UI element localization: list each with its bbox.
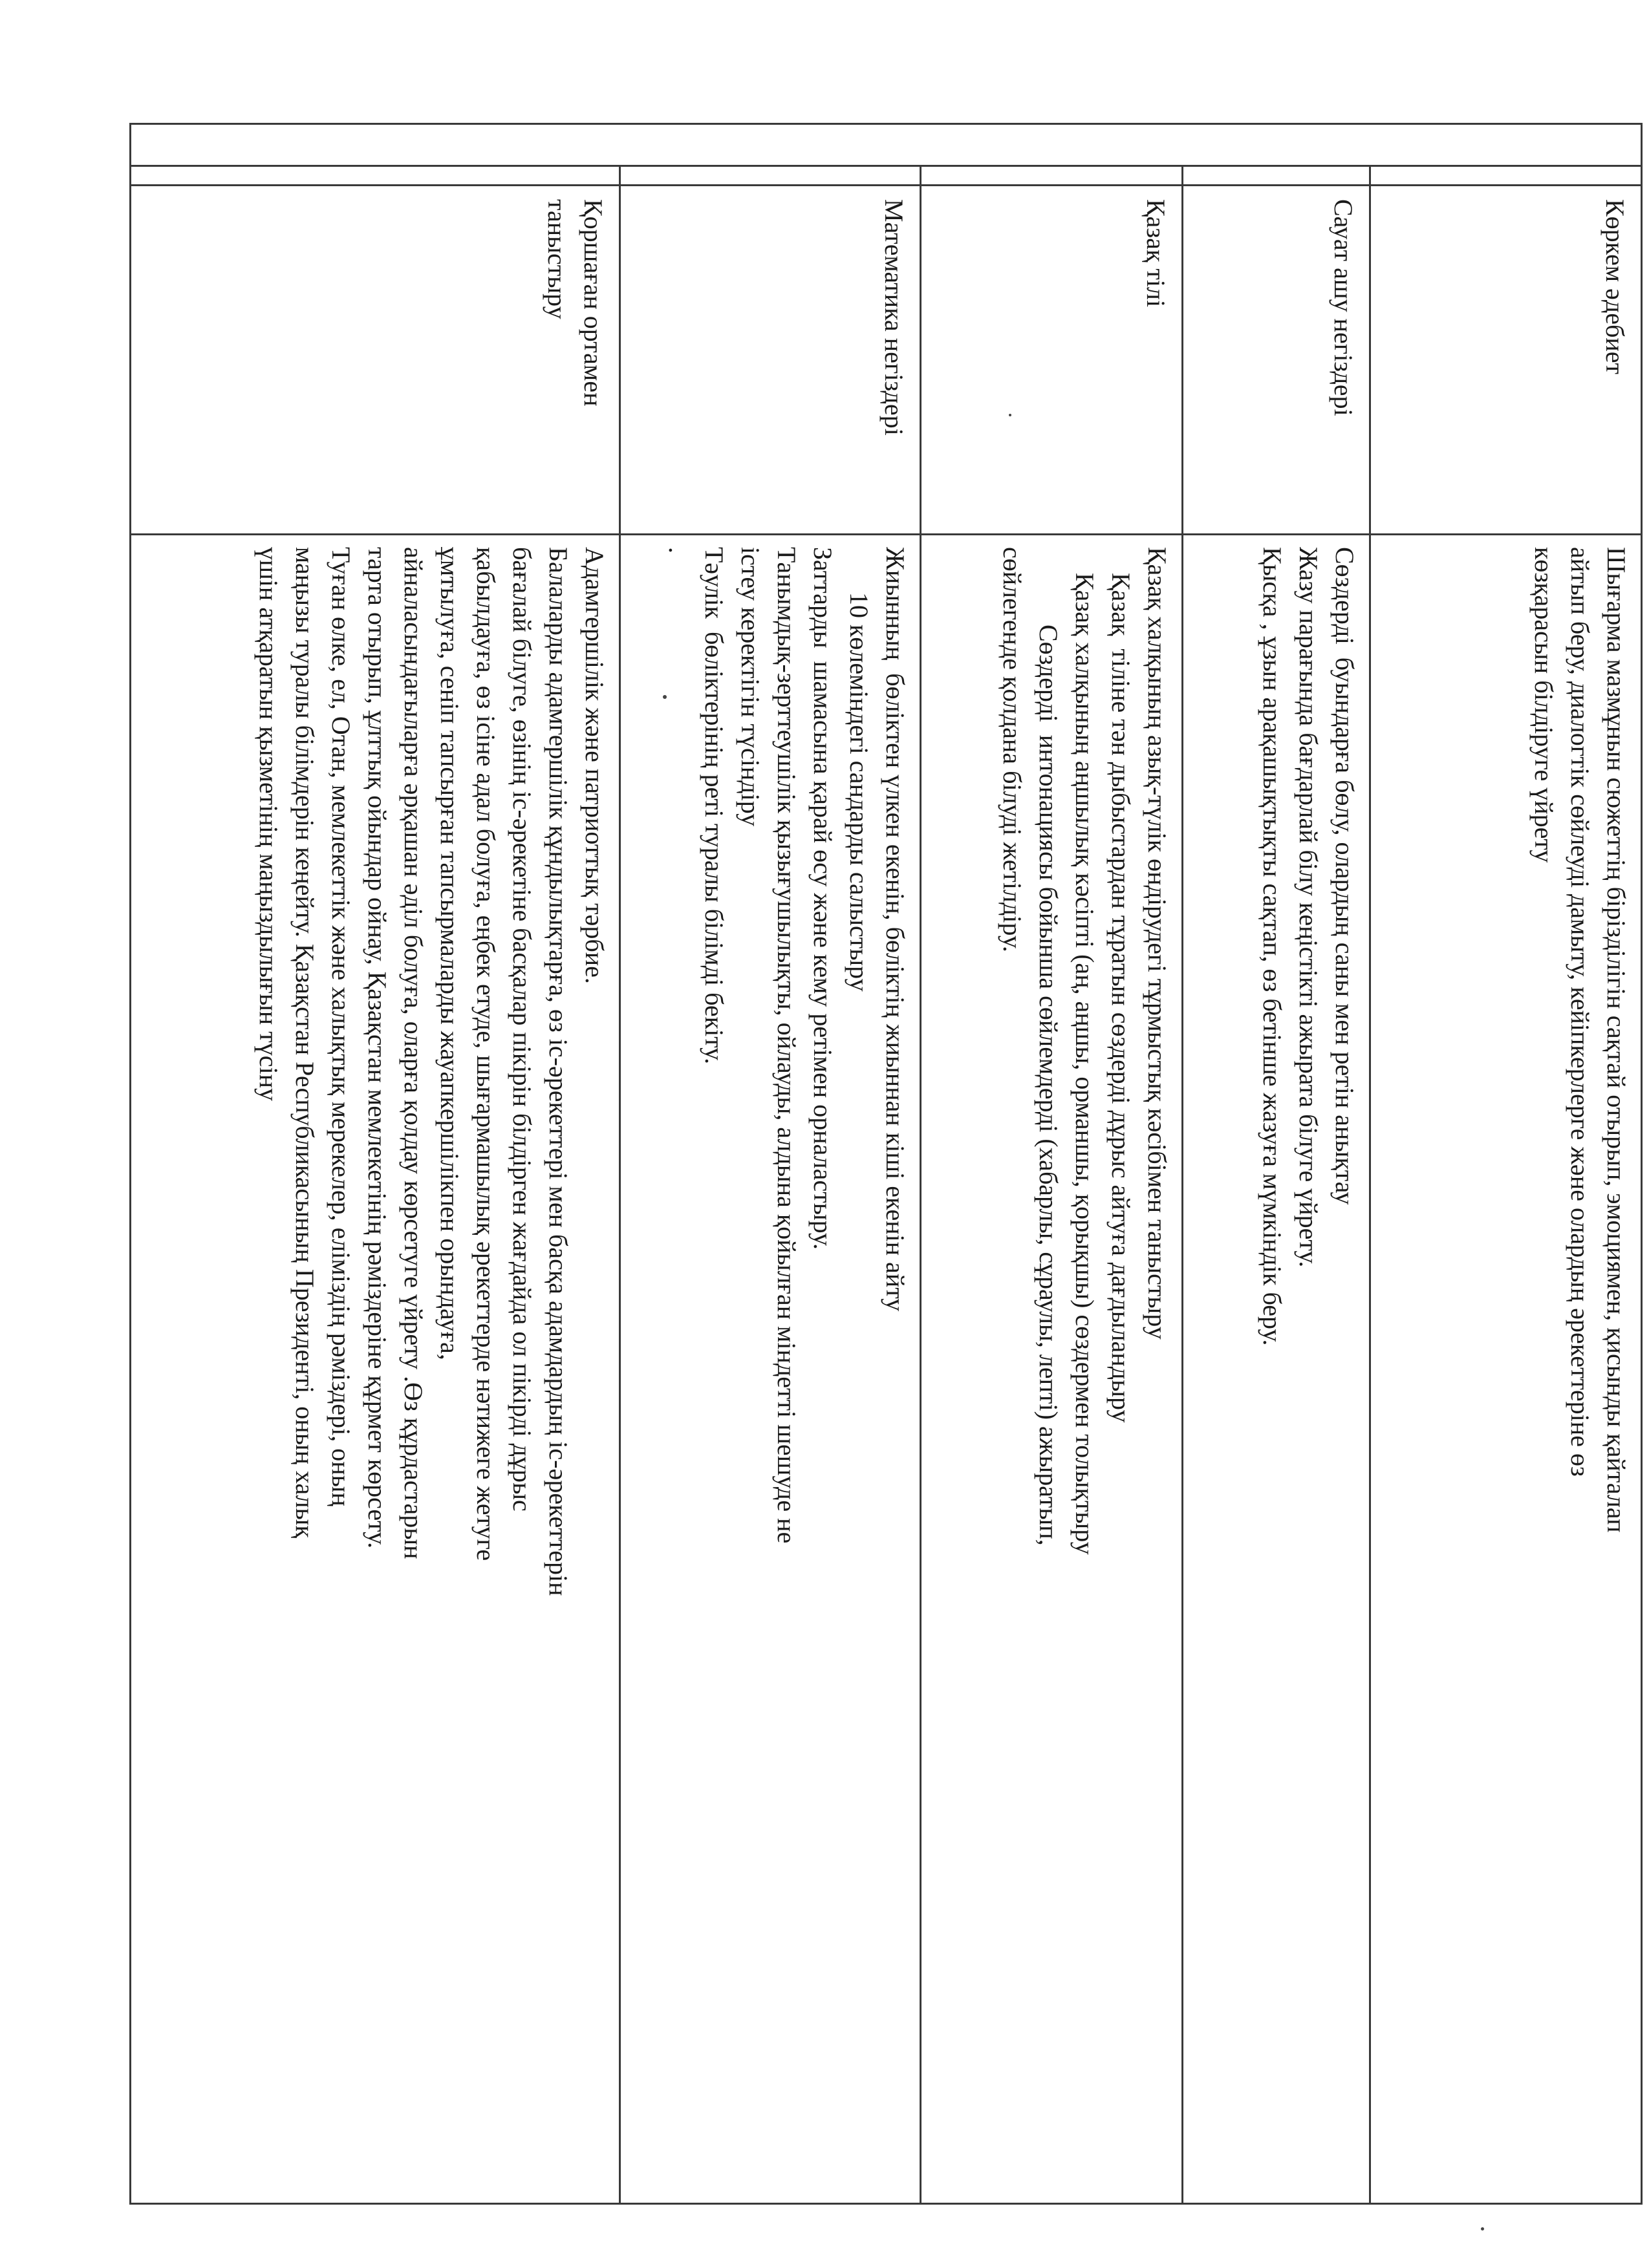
row-number-cell (620, 166, 921, 186)
content-line: Шығарма мазмұнын сюжеттің біріздiлiгін сақтай отырып, эмоциямен, қисынды қайталап (1602, 547, 1631, 1533)
table-row (1370, 124, 1642, 2204)
content-line: айтып беру, диалогтік сөйлеуді дамыту, кейіпкерлерге және олардың әрекеттеріне өз (1566, 547, 1595, 1477)
subject-cell (131, 186, 620, 535)
content-line: істеу керектігін түсіндіру (736, 547, 765, 827)
subject-name: Қазақ тілі (1141, 199, 1170, 308)
content-line: маңызы туралы білімдерін кеңейту. Қазақстан Республикасының Президенті, оның халық (290, 547, 319, 1538)
content-line: Туған өлке, ел, Отан, мемлекеттік және халықтық мерекелер, еліміздің рәміздері, оның (327, 547, 356, 1506)
subject-cell (921, 186, 1183, 535)
rotated-page-content (129, 123, 1643, 2205)
content-text (653, 535, 920, 2203)
content-line: Балаларды адамгершілік құндылықтарға, өз іс-әрекеттері мен басқа адамдардың іс-әрекеттерін (544, 547, 573, 1596)
content-line: үшін атқаратын қызметінің маңыздылығын түсіну (254, 547, 283, 1101)
row-number-cell (921, 166, 1183, 186)
content-cell (620, 535, 921, 2204)
content-text (244, 535, 619, 2203)
content-line: Қазақ халқының аңшылық кәсіпті (аң, аңшы, орманшы, қорықшы) сөздермен толықтыру (1070, 573, 1099, 1555)
content-line: Сөздерді буындарға бөлу, олардың саны мен ретін анықтау (1330, 547, 1359, 1205)
content-line: . (663, 547, 693, 553)
content-line: көзқарасын білдіруге үйрету (1529, 547, 1558, 863)
content-cell (131, 535, 620, 2204)
content-line: Қазақ халқының азық-түлік өндірудегі тұрмыстық кәсібімен таныстыру (1143, 547, 1172, 1340)
row-number-cell (1370, 166, 1642, 186)
content-line: бағалай білуге, өзінің іс-әрекетіне басқалар пікірін білдірген жағдайда ол пікірді дұрыс (508, 547, 537, 1512)
content-line: Сөздерді интонациясы бойынша сөйлемдерді (хабарлы, сұраулы, лепті) ажыратып, (1034, 625, 1063, 1546)
scan-speck (1481, 2227, 1484, 2231)
subject-name: Қоршаған ортамен таныстыру (543, 199, 608, 407)
content-line: ұмтылуға, сеніп тапсырған тапсырмаларды жауапкершілікпен орындауға, (435, 547, 464, 1360)
content-line: Заттарды шамасына қарай өсу және кему ретімен орналастыру. (808, 547, 837, 1250)
table-row (1183, 124, 1370, 2204)
content-line: 10 көлеміндегі сандарды салыстыру (845, 592, 874, 992)
table-row (921, 124, 1183, 2204)
curriculum-table (129, 123, 1643, 2205)
content-line: тарта отырып, ұлттық ойындар ойнау, Қазақстан мемлекетінің рәміздеріне құрмет көрсету. (363, 547, 392, 1549)
subject-cell (620, 186, 921, 535)
content-line: Жиынның бөліктен үлкен екенін, бөліктің жиыннан кіші екенін айту (881, 547, 910, 1312)
content-cell (1183, 535, 1370, 2204)
content-text (1247, 535, 1369, 2203)
scan-speck (663, 695, 667, 699)
subject-name: Сауат ашу негіздері (1329, 199, 1358, 416)
content-line: Қысқа , ұзын арақашықтықты сақтап, өз бетінше жазуға мүмкіндік беру. (1258, 547, 1287, 1346)
subject-cell (1370, 186, 1642, 535)
content-line: Қазақ тіліне тән дыбыстардан тұратын сөздерді дұрыс айтуға дағдыландыру (1106, 573, 1136, 1423)
content-line: Танымдық-зерттеушілік қызығушылықты, ойлауды, алдына қойылған міндетті шешуде не (772, 547, 801, 1544)
content-text (1519, 535, 1641, 2203)
row-margin-cell (131, 124, 1642, 166)
row-number-cell (131, 166, 620, 186)
content-line: сөйлегенде қолдана білуді жетілдіру. (998, 547, 1027, 952)
content-line: Адамгершілік және патриоттық тәрбие. (580, 547, 609, 984)
row-number-cell (1183, 166, 1370, 186)
content-cell (921, 535, 1183, 2204)
subject-name: Көркем әдебиет (1600, 199, 1630, 375)
content-line: қабылдауға, өз ісіне адал болуға, еңбек етуде, шығармашылық әрекеттерде нәтижеге жетуге (471, 547, 501, 1561)
content-line: Тәулік бөліктерінің реті туралы білімді бекіту. (700, 547, 729, 1065)
scan-speck (1009, 414, 1011, 416)
content-text (987, 535, 1181, 2203)
content-line: айналасындағыларға әрқашан әділ болуға, оларға қолдау көрсетуге үйрету .Өз құрдастарын (399, 547, 428, 1559)
subject-name: Математика негіздері (879, 199, 909, 436)
table-row (131, 124, 620, 2204)
content-line: Жазу парағында бағдарлай білу кеңістікті ажырата білуге үйрету. (1294, 547, 1323, 1268)
subject-cell (1183, 186, 1370, 535)
table-row (620, 124, 921, 2204)
content-cell (1370, 535, 1642, 2204)
